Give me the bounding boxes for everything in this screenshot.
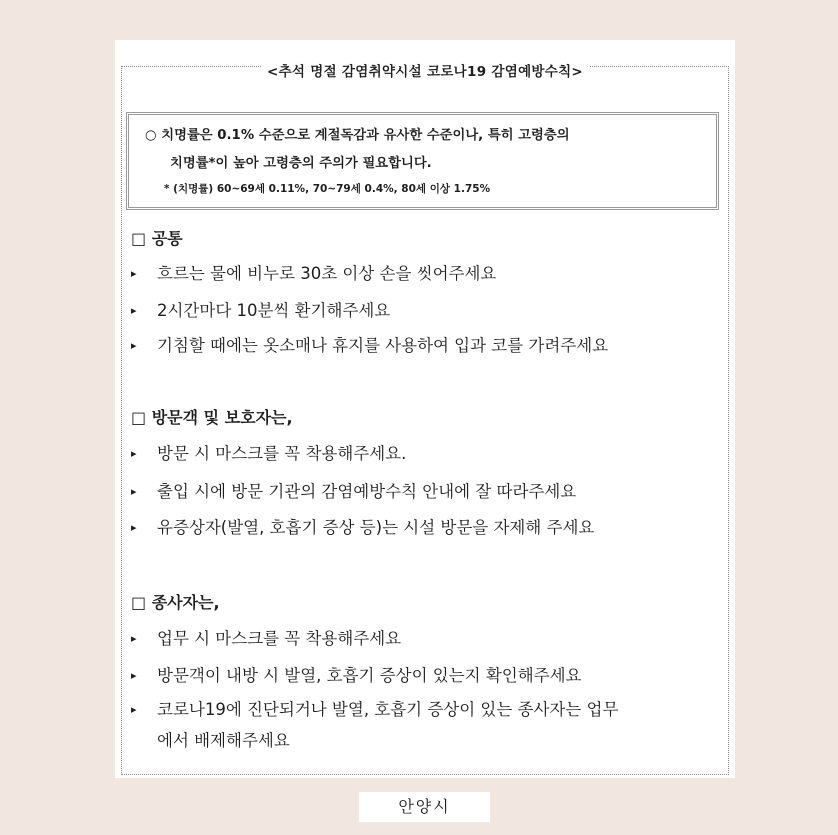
triangle-bullet-icon: ▸ [131,339,137,352]
list-item: ▸ 업무 시 마스크를 꼭 착용해주세요 [131,629,402,648]
notice-document [115,40,735,778]
city-label: 안양시 [359,792,490,822]
triangle-bullet-icon: ▸ [131,669,137,682]
list-item: ▸ 기침할 때에는 옷소매나 휴지를 사용하여 입과 코를 가려주세요 [131,336,609,355]
note-line-2: 치명률*이 높아 고령층의 주의가 필요합니다. [170,156,432,171]
list-item: ▸ 방문객이 내방 시 발열, 호흡기 증상이 있는지 확인해주세요 [131,666,582,685]
triangle-bullet-icon: ▸ [131,521,137,534]
triangle-bullet-icon: ▸ [131,447,137,460]
circle-bullet-icon: ○ [145,128,157,143]
list-item: ▸ 흐르는 물에 비누로 30초 이상 손을 씻어주세요 [131,264,497,283]
section-title-staff: □ 종사자는, [131,593,220,612]
triangle-bullet-icon: ▸ [131,304,137,317]
triangle-bullet-icon: ▸ [131,703,137,716]
document-title: <추석 명절 감염취약시설 코로나19 감염예방수칙> [115,60,735,80]
list-item: ▸ 방문 시 마스크를 꼭 착용해주세요. [131,444,407,463]
note-line-1: ○ 치명률은 0.1% 수준으로 계절독감과 유사한 수준이나, 특히 고령층의 [145,128,570,143]
list-item-continuation: 에서 배제해주세요 [157,731,290,750]
triangle-bullet-icon: ▸ [131,632,137,645]
list-item: ▸ 유증상자(발열, 호흡기 증상 등)는 시설 방문을 자제해 주세요 [131,518,595,537]
list-item: ▸ 코로나19에 진단되거나 발열, 호흡기 증상이 있는 종사자는 업무 [131,700,619,719]
note-footnote: * (치명률) 60~69세 0.11%, 70~79세 0.4%, 80세 이상 1.75% [164,183,491,195]
section-title-visitors: □ 방문객 및 보호자는, [131,408,293,427]
list-item: ▸ 출입 시에 방문 기관의 감염예방수칙 안내에 잘 따라주세요 [131,482,577,501]
triangle-bullet-icon: ▸ [131,485,137,498]
list-item: ▸ 2시간마다 10분씩 환기해주세요 [131,301,391,320]
section-title-common: □ 공통 [131,229,183,248]
triangle-bullet-icon: ▸ [131,267,137,280]
